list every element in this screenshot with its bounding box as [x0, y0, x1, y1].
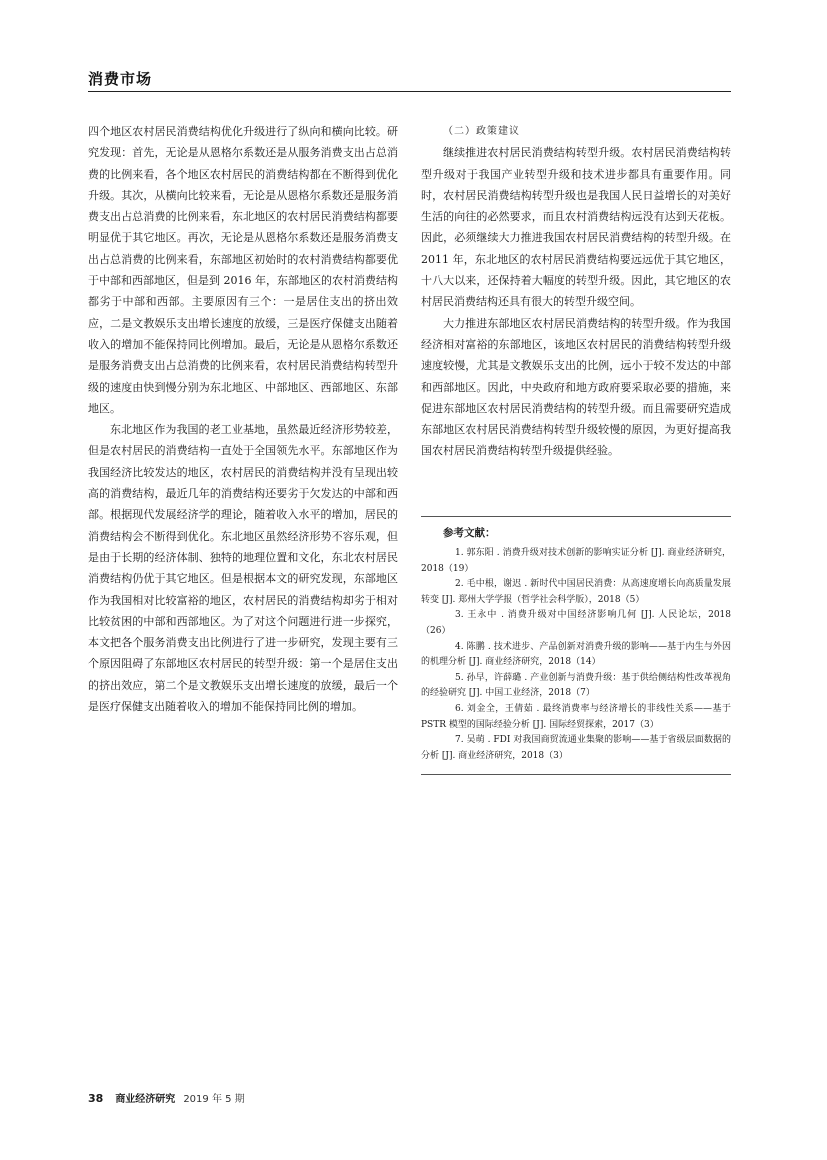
left-column — [88, 121, 398, 717]
reference-item: 7. 吴萌 . FDI 对我国商贸流通业集聚的影响——基于省级层面数据的分析 [J]. 商业经济研究，2018（3） — [421, 735, 731, 761]
reference-item: 3. 王永中 . 消费升级对中国经济影响几何 [J]. 人民论坛，2018（26） — [421, 610, 731, 636]
body-paragraph: 东北地区作为我国的老工业基地，虽然最近经济形势较差，但是农村居民的消费结构一直处于全国领先水平。东部地区作为我国经济比较发达的地区，农村居民的消费结构并没有呈现出较高的消费结构，最近几年的消费结构还要劣于欠发达的中部和西部。根据现代发展经济学的理论，随着收入水平的增加，居民的消费结构会不断得到优化。东北地区虽然经济形势不容乐观，但是由于长期的经济体制、独特的地理位置和文化，东北农村居民消费结构仍优于其它地区。但是根据本文的研究发现，东部地区作为我国相对比较富裕的地区，农村居民的消费结构却劣于相对比较贫困的中部和西部地区。为了对这个问题进行进一步探究，本文把各个服务消费支出比例进行了进一步研究，发现主要有三个原因阻碍了东部地区农村居民的转型升级：第一个是居住支出的挤出效应，第二个是文教娱乐支出增长速度的放缓，最后一个是医疗保健支出随着收入的增加不能保持同比例的增加。 — [88, 423, 398, 714]
reference-item: 4. 陈鹏 . 技术进步、产品创新对消费升级的影响——基于内生与外因的机理分析 [J]. 商业经济研究，2018（14） — [421, 641, 731, 668]
right-column — [421, 121, 731, 462]
page-footer — [88, 1090, 245, 1105]
references-section — [421, 516, 731, 775]
journal-issue: 2019 年 5 期 — [183, 1094, 245, 1105]
subheading: （二）政策建议 — [443, 126, 520, 137]
reference-item: 6. 刘金全，王倩茹 . 最终消费率与经济增长的非线性关系——基于 PSTR 模型的国际经验分析 [J]. 国际经贸探索，2017（3） — [421, 703, 731, 730]
body-paragraph: 四个地区农村居民消费结构优化升级进行了纵向和横向比较。研究发现：首先，无论是从恩格尔系数还是从服务消费支出占总消费的比例来看，各个地区农村居民的消费结构都在不断得到优化升级。其次，从横向比较来看，无论是从恩格尔系数还是服务消费支出占总消费的比例来看，东北地区的农村居民消费结构都要明显优于其它地区。再次，无论是从恩格尔系数还是服务消费支出占总消费的比例来看，东部地区初始时的农村消费结构都要优于中部和西部地区，但是到 2016 年，东部地区的农村消费结构都劣于中部和西部。主要原因有三个：一是居住支出的挤出效应，二是文教娱乐支出增长速度的放缓，三是医疗保健支出随着收入的增加不能保持同比例增加。最后，无论是从恩格尔系数还是服务消费支出占总消费的比例来看，农村居民消费结构转型升级的速度由快到慢分别为东北地区、中部地区、西部地区、东部地区。 — [88, 125, 398, 415]
reference-item: 5. 孙早，许薛璐 . 产业创新与消费升级：基于供给侧结构性改革视角的经验研究 [J]. 中国工业经济，2018（7） — [421, 672, 731, 699]
header-rule — [88, 91, 731, 92]
body-paragraph: 继续推进农村居民消费结构转型升级。农村居民消费结构转型升级对于我国产业转型升级和技术进步都具有重要作用。同时，农村居民消费结构转型升级也是我国人民日益增长的对美好生活的向往的必然要求，而且农村消费结构远没有达到天花板。因此，必须继续大力推进我国农村居民消费结构的转型升级。在 2011 年，东北地区的农村居民消费结构要远远优于其它地区，十八大以来，还保持着大幅度的转型升级。因此，其它地区的农村居民消费结构还具有很大的转型升级空间。 — [421, 146, 731, 309]
page-number: 38 — [88, 1092, 104, 1105]
reference-item: 2. 毛中根，谢迟 . 新时代中国居民消费：从高速度增长向高质量发展转变 [J]. 郑州大学学报（哲学社会科学版），2018（5） — [421, 579, 731, 605]
section-title: 消费市场 — [88, 70, 153, 88]
journal-name: 商业经济研究 — [115, 1094, 176, 1105]
body-paragraph: 大力推进东部地区农村居民消费结构的转型升级。作为我国经济相对富裕的东部地区，该地区农村居民的消费结构转型升级速度较慢，尤其是文教娱乐支出的比例，远小于较不发达的中部和西部地区。因此，中央政府和地方政府要采取必要的措施，来促进东部地区农村居民消费结构的转型升级。而且需要研究造成东部地区农村居民消费结构转型升级较慢的原因，为更好提高我国农村居民消费结构转型升级提供经验。 — [421, 316, 731, 458]
references-title: 参考文献： — [443, 527, 496, 539]
reference-item: 1. 郭东阳 . 消费升级对技术创新的影响实证分析 [J]. 商业经济研究，2018（19） — [421, 548, 731, 574]
